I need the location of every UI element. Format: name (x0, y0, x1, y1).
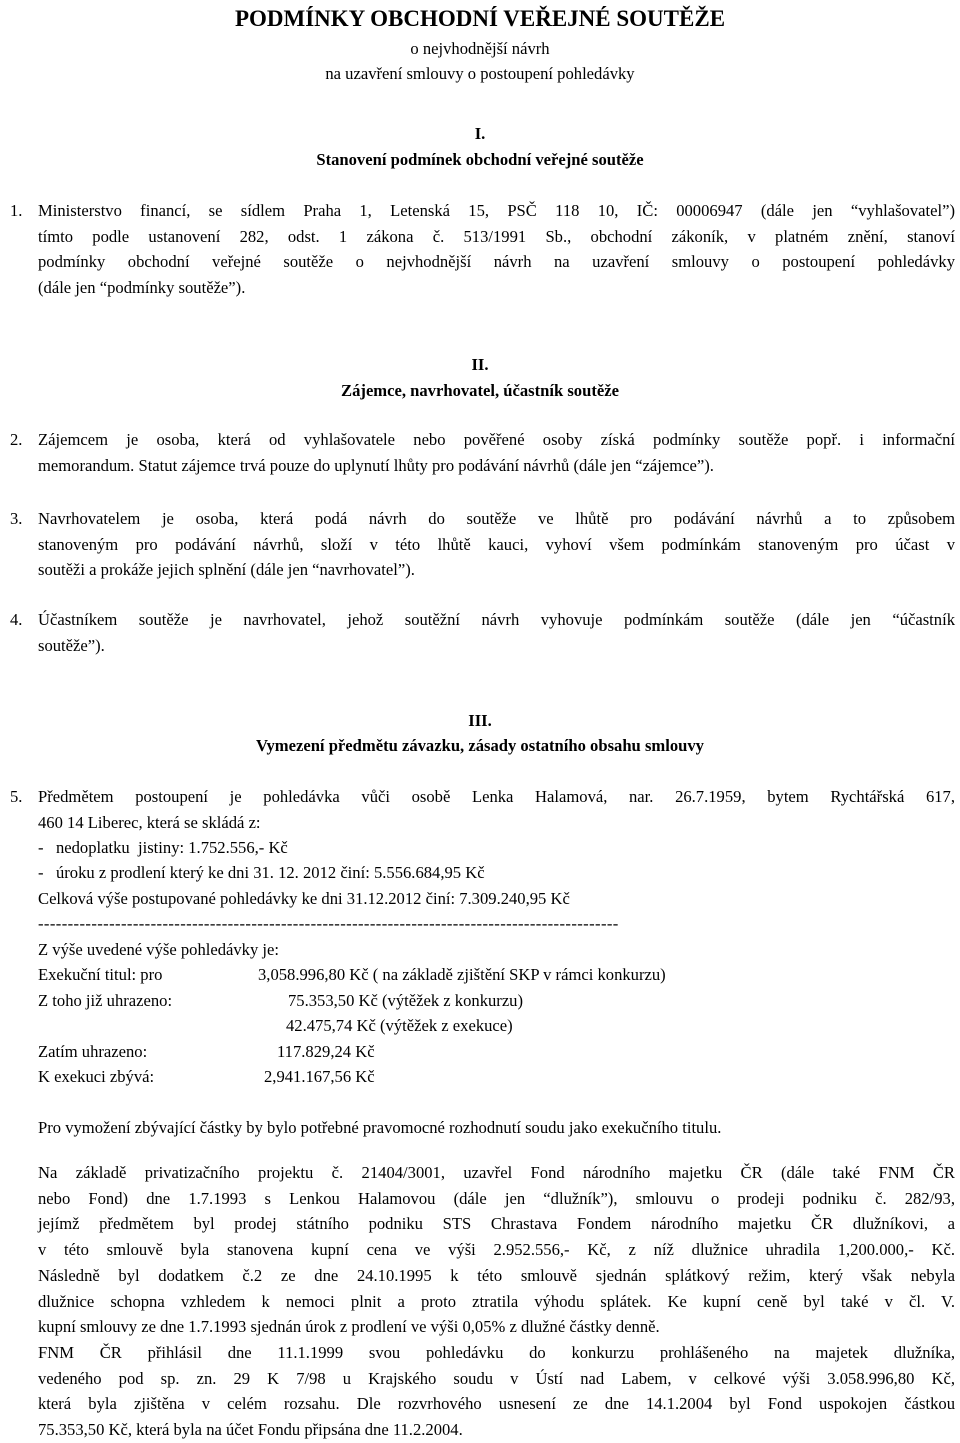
section-1-title: Stanovení podmínek obchodní veřejné soutěže (316, 150, 644, 169)
paragraph-1 (10, 198, 955, 301)
breakdown-row3-value: 42.475,74 Kč (výtěžek z exekuce) (286, 1016, 513, 1035)
claim-total: Celková výše postupované pohledávky ke dni 31.12.2012 činí: 7.309.240,95 Kč (38, 889, 570, 908)
section-3-number: III. (468, 711, 492, 730)
paragraph-3 (10, 506, 955, 583)
history-line: FNM ČR přihlásil dne 11.1.1999 svou pohledávku do konkurzu prohlášeného na majetek dlužníka, (38, 1342, 955, 1362)
paragraph-4-line2: soutěže”). (38, 635, 105, 655)
document-subtitle-line2: na uzavření smlouvy o postoupení pohledávky (325, 64, 635, 83)
paragraph-1-line4: (dále jen “podmínky soutěže”). (38, 278, 246, 298)
paragraph-1-line3: podmínky obchodní veřejné soutěže o nejvhodnější návrh na uzavření smlouvy o postoupení pohledávky (38, 252, 955, 272)
court-note: Pro vymožení zbývající částky by bylo potřebné pravomocné rozhodnutí soudu jako exekučního titulu. (38, 1118, 722, 1137)
breakdown-row2-value: 75.353,50 Kč (výtěžek z konkurzu) (288, 991, 524, 1010)
history-line: vedeného pod sp. zn. 29 K 7/98 u Krajského soudu v Ústí nad Labem, v celkové výši 3.058.996,80 Kč, (38, 1368, 955, 1388)
history-line: která byla zjištěna v celém rozsahu. Dle rozvrhového usnesení ze dne 14.1.2004 byl Fond uspokojen částkou (38, 1394, 955, 1414)
history-line: jejímž předmětem byl prodej státního podniku STS Chrastava Fondem národního majetku ČR dlužníkovi, a (38, 1214, 955, 1234)
section-2-title: Zájemce, navrhovatel, účastník soutěže (341, 381, 619, 400)
history-line: dlužnice schopna vzhledem k nemoci plnit a proto ztratila výhodu splátek. Ke kupní ceně byl také v čl. V. (38, 1291, 955, 1311)
paragraph-1-line1: Ministerstvo financí, se sídlem Praha 1, Letenská 15, PSČ 118 10, IČ: 00006947 (dále jen “vyhlašovatel”) (38, 201, 955, 220)
document-subtitle-line1: o nejvhodnější návrh (410, 39, 550, 58)
claim-item-principal: - nedoplatku jistiny: 1.752.556,- Kč (38, 838, 288, 857)
history-line: nebo Fond) dne 1.7.1993 s Lenkou Halamovou (dále jen “dlužník”), smlouvu o prodeji podniku č. 282/93, (38, 1188, 955, 1208)
breakdown-row1-value: 3,058.996,80 Kč ( na základě zjištění SKP v rámci konkurzu) (258, 965, 666, 984)
separator-line: -------------------------------------------------------------------------------------------------- (38, 914, 619, 933)
paragraph-2-number: 2. (10, 430, 23, 449)
history-block (38, 1160, 955, 1443)
paragraph-2 (10, 427, 955, 478)
history-line: Na základě privatizačního projektu č. 21404/3001, uzavřel Fond národního majetku ČR (dále také FNM ČR (38, 1163, 955, 1182)
paragraph-3-number: 3. (10, 509, 23, 528)
breakdown-intro: Z výše uvedené výše pohledávky je: (38, 940, 279, 959)
paragraph-4-number: 4. (10, 610, 23, 629)
paragraph-5-line1: Předmětem postoupení je pohledávka vůči osobě Lenka Halamová, nar. 26.7.1959, bytem Rychtářská 617, (38, 787, 955, 806)
paragraph-1-number: 1. (10, 201, 23, 220)
breakdown-row2-label: Z toho již uhrazeno: (38, 991, 173, 1010)
section-2-number: II. (471, 355, 489, 374)
paragraph-3-line3: soutěži a prokáže jejich splnění (dále jen “navrhovatel”). (38, 560, 415, 580)
paragraph-1-line2: tímto podle ustanovení 282, odst. 1 zákona č. 513/1991 Sb., obchodní zákoník, v platném znění, stanoví (38, 226, 955, 246)
breakdown-row1-label: Exekuční titul: pro (38, 965, 163, 984)
paragraph-5-line2: 460 14 Liberec, která se skládá z: (38, 812, 261, 832)
breakdown-row4-label: Zatím uhrazeno: (38, 1042, 148, 1061)
paragraph-4-line1: Účastníkem soutěže je navrhovatel, jehož soutěžní návrh vyhovuje podmínkám soutěže (dále jen “účastník (38, 610, 955, 629)
history-line: 75.353,50 Kč, která byla na účet Fondu připsána dne 11.2.2004. (38, 1420, 463, 1440)
paragraph-5 (10, 784, 955, 835)
history-line: kupní smlouvy ze dne 1.7.1993 sjednán úrok z prodlení ve výši 0,05% z dlužné částky denně. (38, 1317, 660, 1337)
breakdown-row4-value: 117.829,24 Kč (277, 1042, 375, 1061)
history-line: Následně byl dodatkem č.2 ze dne 24.10.1995 k této smlouvě sjednán splátkový režim, který však nebyla (38, 1265, 955, 1285)
history-line: v této smlouvě byla stanovena kupní cena ve výši 2.952.556,- Kč, z níž dlužnice uhradila 1,200.000,- Kč. (38, 1240, 955, 1260)
document-title: PODMÍNKY OBCHODNÍ VEŘEJNÉ SOUTĚŽE (234, 6, 726, 31)
section-3-title: Vymezení předmětu závazku, zásady ostatního obsahu smlouvy (256, 736, 704, 755)
paragraph-3-line1: Navrhovatelem je osoba, která podá návrh do soutěže ve lhůtě pro podávání návrhů a to způsobem (38, 509, 955, 528)
paragraph-2-line1: Zájemcem je osoba, která od vyhlašovatele nebo pověřené osoby získá podmínky soutěže popř. i informační (38, 430, 955, 449)
breakdown-row5-label: K exekuci zbývá: (38, 1067, 155, 1086)
paragraph-3-line2: stanoveným pro podávání návrhů, složí v této lhůtě kauci, vyhoví všem podmínkám stanoveným pro účast v (38, 534, 955, 554)
paragraph-5-number: 5. (10, 787, 23, 806)
breakdown-row5-value: 2,941.167,56 Kč (264, 1067, 375, 1086)
paragraph-2-line2: memorandum. Statut zájemce trvá pouze do uplynutí lhůty pro podávání návrhů (dále jen “zájemce”). (38, 455, 714, 475)
section-1-number: I. (474, 124, 486, 143)
paragraph-4 (10, 607, 955, 658)
claim-item-interest: - úroku z prodlení který ke dni 31. 12. 2012 činí: 5.556.684,95 Kč (38, 863, 485, 882)
